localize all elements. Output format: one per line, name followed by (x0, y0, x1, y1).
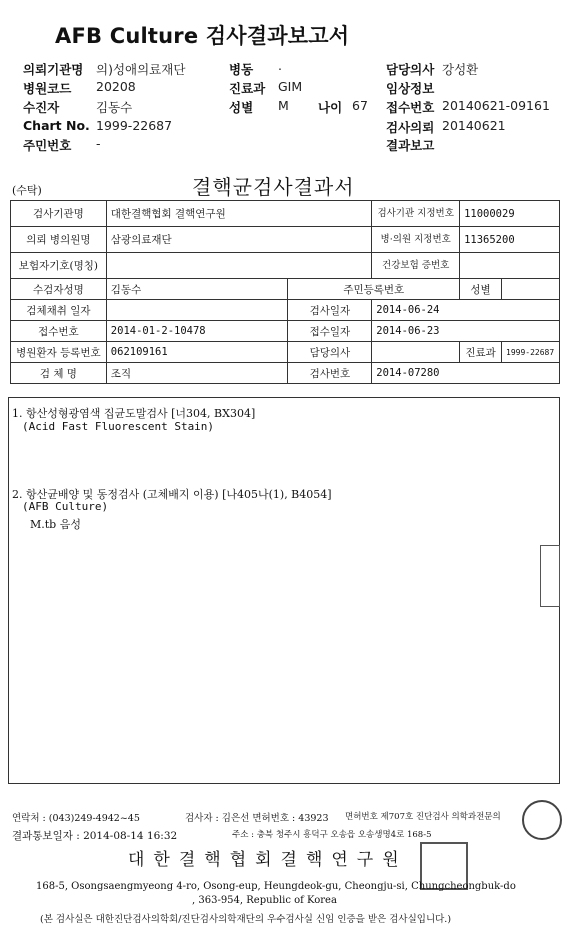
test-date-label: 검사일자 (288, 300, 372, 321)
footer-tester: 검사자 : 김은선 면허번호 : 43923 (185, 813, 329, 824)
attending-value (372, 342, 460, 363)
scan-sex-label: 성별 (460, 279, 502, 300)
footer-report-date: 결과통보일자 : 2014-08-14 16:32 (12, 830, 178, 842)
scan-document-title: 결핵균검사결과서 (192, 175, 355, 199)
lab-designation-label: 검사기관 지정번호 (372, 201, 460, 227)
rrn-label: 주민번호 (23, 138, 72, 153)
lab-designation-value: 11000029 (460, 201, 560, 227)
dept-label: 진료과 (229, 81, 266, 96)
receipt-value: 20140621-09161 (442, 98, 550, 113)
institution-value: 의)성애의료재단 (96, 62, 186, 77)
hospital-code-value: 20208 (96, 79, 136, 94)
footer-accreditation-note: (본 검사실은 대한진단검사의학회/진단검사의학재단의 우수검사실 신임 인증을 받은 검사실입니다.) (40, 914, 452, 925)
scan-info-table (10, 200, 560, 384)
scan-sex-value (502, 279, 560, 300)
sex-label: 성별 (229, 100, 254, 115)
test-date-value: 2014-06-24 (372, 300, 560, 321)
doctor-label: 담당의사 (386, 62, 435, 77)
insurance-value (106, 253, 371, 279)
scan-dept-value: 1999-22687 (502, 342, 560, 363)
receipt-label: 접수번호 (386, 100, 435, 115)
result-item-2-title: 2. 항산균배양 및 동정검사 (고체배지 이용) [나405나(1), B4054] (12, 488, 332, 501)
clinic-designation-label: 병·의원 지정번호 (372, 227, 460, 253)
receipt-date-label: 접수일자 (288, 321, 372, 342)
receipt-date-value: 2014-06-23 (372, 321, 560, 342)
specimen-value: 조직 (106, 363, 288, 384)
chart-no-value: 1999-22687 (96, 118, 173, 133)
requester-value: 삼광의료재단 (106, 227, 371, 253)
vertical-stamp (540, 545, 560, 607)
result-item-2-subtitle: (AFB Culture) (22, 500, 109, 513)
footer-license: 면허번호 제707호 진단검사 의학과전문의 (345, 812, 501, 822)
rrn-value: - (96, 136, 101, 151)
scan-rrn-label: 주민등록번호 (288, 279, 460, 300)
dept-value: GIM (278, 79, 303, 94)
footer-address-kr: 주소 : 충북 청주시 흥덕구 오송읍 오송생명4로 168-5 (232, 830, 432, 840)
test-no-value: 2014-07280 (372, 363, 560, 384)
result-item-1-title: 1. 항산성형광염색 집균도말검사 [너304, BX304] (12, 407, 256, 420)
age-value: 67 (352, 98, 368, 113)
receipt-no-label: 접수번호 (11, 321, 107, 342)
lab-name-label: 검사기관명 (11, 201, 107, 227)
collect-date-value (106, 300, 288, 321)
clinical-info-label: 임상정보 (386, 81, 435, 96)
request-date-value: 20140621 (442, 118, 506, 133)
round-seal (522, 800, 562, 840)
insurance-label: 보험자기호(명칭) (11, 253, 107, 279)
receipt-no-value: 2014-01-2-10478 (106, 321, 288, 342)
hospital-code-label: 병원코드 (23, 81, 72, 96)
result-item-1-subtitle: (Acid Fast Fluorescent Stain) (22, 420, 215, 433)
institution-label: 의뢰기관명 (23, 62, 84, 77)
lab-name-value: 대한결핵협회 결핵연구원 (106, 201, 371, 227)
chart-no-label: Chart No. (23, 118, 90, 133)
attending-label: 담당의사 (288, 342, 372, 363)
footer-address-en-2: , 363-954, Republic of Korea (192, 895, 337, 906)
contract-tag: (수탁) (12, 184, 42, 197)
report-title: AFB Culture 검사결과보고서 (55, 24, 350, 48)
examinee-value: 김동수 (96, 100, 133, 115)
specimen-label: 검 체 명 (11, 363, 107, 384)
doctor-value: 강성환 (442, 62, 479, 77)
scan-dept-label: 진료과 (460, 342, 502, 363)
collect-date-label: 검체채취 일자 (11, 300, 107, 321)
health-insurance-value (460, 253, 560, 279)
examinee-label: 수진자 (23, 100, 60, 115)
test-no-label: 검사번호 (288, 363, 372, 384)
ward-label: 병동 (229, 62, 254, 77)
health-insurance-label: 건강보험 증번호 (372, 253, 460, 279)
hospital-reg-value: 062109161 (106, 342, 288, 363)
requester-label: 의뢰 병의원명 (11, 227, 107, 253)
request-date-label: 검사의뢰 (386, 120, 435, 135)
ward-value: . (278, 58, 282, 73)
sex-value: M (278, 98, 289, 113)
result-item-2-value: M.tb 음성 (30, 518, 81, 531)
patient-name-value: 김동수 (106, 279, 288, 300)
footer-phone: 연락처 : (043)249-4942~45 (12, 813, 140, 824)
footer-org-name: 대한결핵협회결핵연구원 (128, 850, 408, 870)
age-label: 나이 (318, 100, 343, 115)
patient-name-label: 수검자성명 (11, 279, 107, 300)
hospital-reg-label: 병원환자 등록번호 (11, 342, 107, 363)
report-label: 결과보고 (386, 138, 435, 153)
results-box (8, 397, 560, 784)
footer-address-en-1: 168-5, Osongsaengmyeong 4-ro, Osong-eup, Heungdeok-gu, Cheongju-si, Chungcheongbuk-do (36, 881, 516, 892)
clinic-designation-value: 11365200 (460, 227, 560, 253)
